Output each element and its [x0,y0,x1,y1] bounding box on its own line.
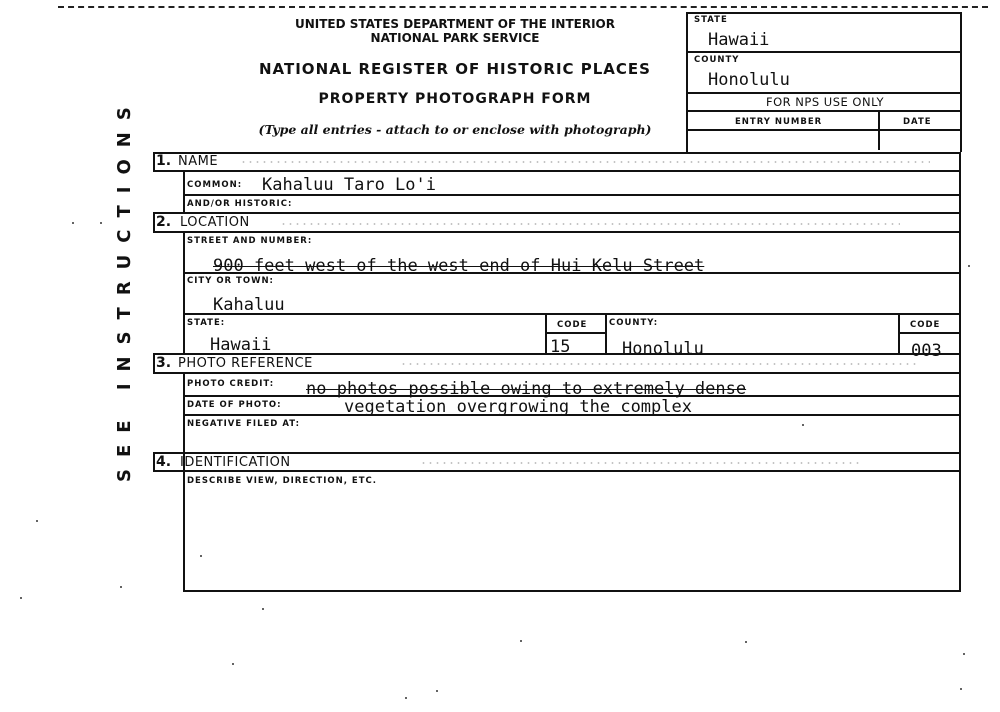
county-value: Honolulu [622,339,704,359]
city-value: Kahaluu [213,295,285,315]
county-code-label: CODE [910,320,941,330]
state-code-label: CODE [557,320,588,330]
county-label: COUNTY: [609,318,659,328]
state-value: Hawaii [210,335,272,355]
nps-use-only: FOR NPS USE ONLY [765,95,884,109]
date-label: DATE [903,117,932,127]
agency-line-2: NATIONAL PARK SERVICE [370,31,540,45]
side-county-value: Honolulu [708,70,790,90]
common-label: COMMON: [187,180,243,190]
section-3-number: 3. [156,355,172,371]
street-value: 900 feet west of the west end of Hui Kelu Street [213,256,705,276]
side-county-label: COUNTY [694,55,740,65]
state-label: STATE: [187,318,226,328]
county-code-value: 003 [911,341,942,361]
photo-credit-label: PHOTO CREDIT: [187,379,275,389]
see-instructions-side: SEE INSTRUCTIONS [114,95,135,482]
common-value: Kahaluu Taro Lo'i [262,175,436,195]
city-label: CITY OR TOWN: [187,276,274,286]
negative-label: NEGATIVE FILED AT: [187,419,300,429]
section-4-label: IDENTIFICATION [180,455,291,470]
state-code-value: 15 [550,337,571,357]
form-instruction: (Type all entries - attach to or enclose with photograph) [258,122,652,137]
photo-date-label: DATE OF PHOTO: [187,400,282,410]
section-3-label: PHOTO REFERENCE [178,356,313,371]
side-state-label: STATE [694,15,728,25]
side-state-value: Hawaii [708,30,770,50]
form-title: NATIONAL REGISTER OF HISTORIC PLACES [259,60,651,78]
agency-line-1: UNITED STATES DEPARTMENT OF THE INTERIOR [294,17,615,31]
section-1-number: 1. [156,153,172,169]
entry-number-label: ENTRY NUMBER [735,117,823,127]
section-2-label: LOCATION [180,215,250,230]
photo-date-value: vegetation overgrowing the complex [344,397,692,417]
photo-credit-value: no photos possible owing to extremely dense [306,379,747,399]
street-label: STREET AND NUMBER: [187,236,313,246]
cut-line [58,6,988,8]
section-2-number: 2. [156,214,172,230]
describe-label: DESCRIBE VIEW, DIRECTION, ETC. [187,476,377,486]
section-4-number: 4. [156,454,172,470]
form-subtitle: PROPERTY PHOTOGRAPH FORM [318,91,592,107]
historic-label: AND/OR HISTORIC: [187,199,293,209]
section-1-label: NAME [178,154,219,169]
